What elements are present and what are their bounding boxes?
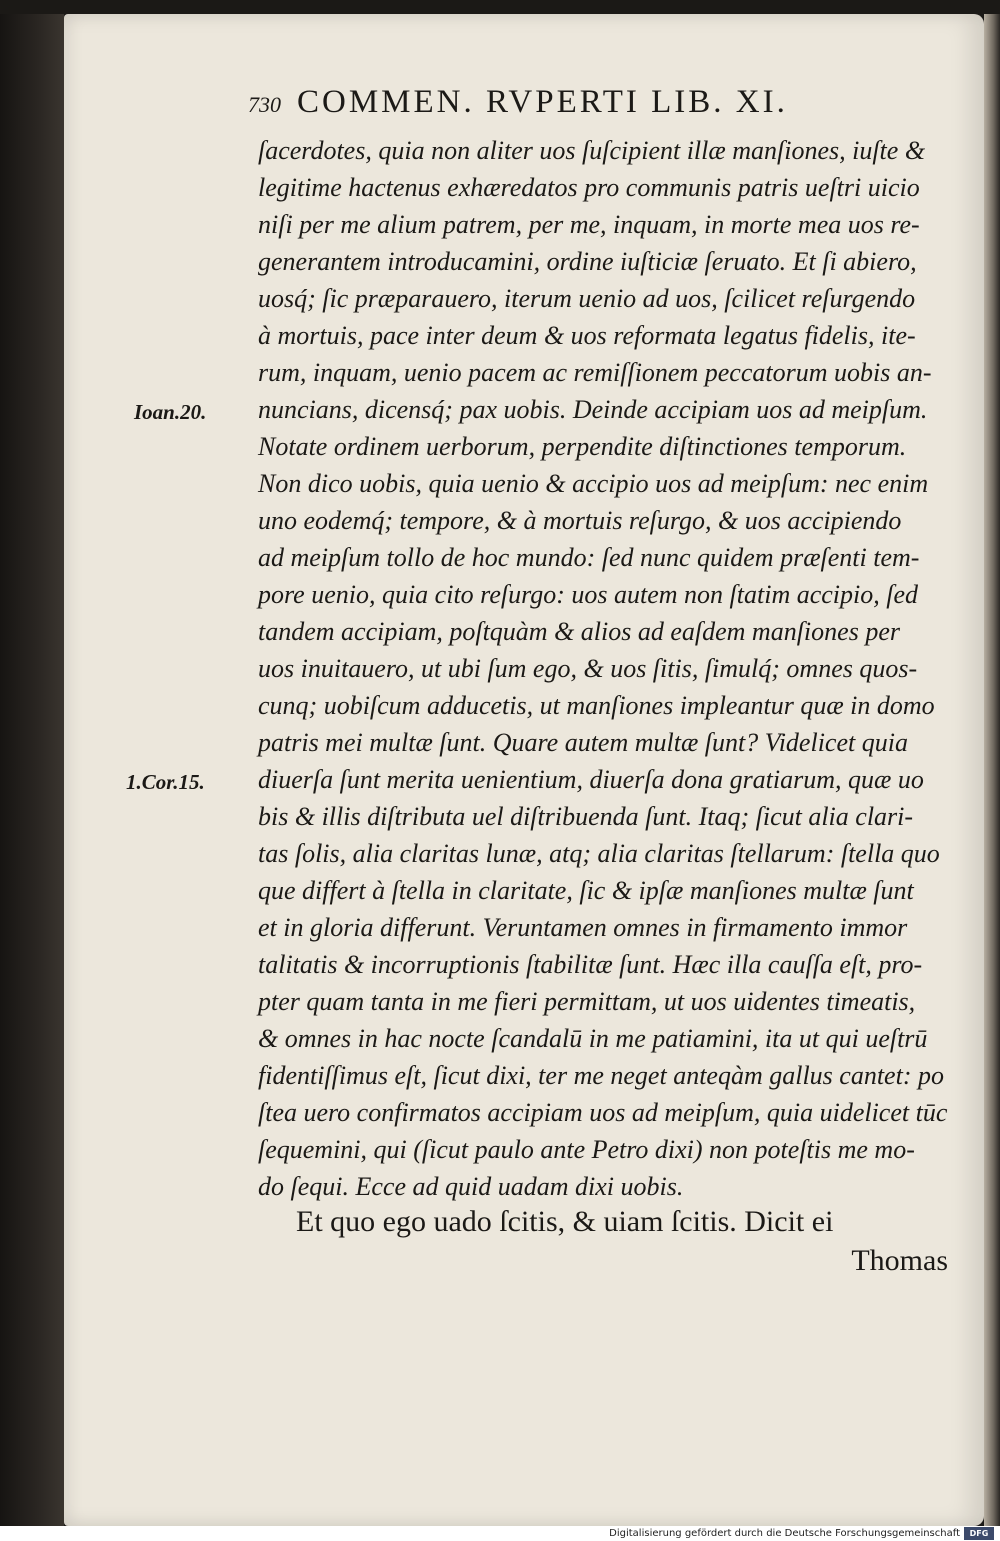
text-line: talitatis & incorruptionis ſtabilitæ ſunt. Hæc illa cauſſa eſt, pro- — [258, 950, 923, 979]
text-line: à mortuis, pace inter deum & uos reformata legatus fidelis, ite- — [258, 321, 916, 350]
commentary-text — [258, 132, 948, 1205]
text-line: & omnes in hac nocte ſcandalū in me patiamini, ita ut qui ueſtrū — [258, 1024, 928, 1053]
text-line: uos inuitauero, ut ubi ſum ego, & uos ſitis, ſimulq́; omnes quos- — [258, 654, 918, 683]
text-line: pore uenio, quia cito reſurgo: uos autem non ſtatim accipio, ſed — [258, 580, 919, 609]
text-line: patris mei multæ ſunt. Quare autem multæ ſunt? Videlicet quia — [258, 728, 908, 757]
text-line: ſequemini, qui (ſicut paulo ante Petro dixi) non poteſtis me mo- — [258, 1135, 915, 1164]
text-line: et in gloria differunt. Veruntamen omnes in firmamento immor — [258, 913, 908, 942]
text-line: ſacerdotes, quia non aliter uos ſuſcipient illæ manſiones, iuſte & — [258, 136, 926, 165]
marginal-note-ioan: Ioan.20. — [134, 400, 207, 424]
footer-bar — [0, 1526, 1000, 1541]
book-binding — [0, 14, 64, 1526]
text-line: pter quam tanta in me fieri permittam, ut uos uidentes timeatis, — [258, 987, 916, 1016]
text-line: uno eodemq́; tempore, & à mortuis reſurgo, & uos accipiendo — [258, 506, 902, 535]
text-line: Notate ordinem uerborum, perpendite diſtinctiones temporum. — [258, 432, 907, 461]
folio-number: 730 — [248, 92, 281, 117]
text-line: cunq; uobiſcum adducetis, ut manſiones impleantur quæ in domo — [258, 691, 935, 720]
text-line: que differt à ſtella in claritate, ſic & ipſæ manſiones multæ ſunt — [258, 876, 914, 905]
text-line: legitime hactenus exhæredatos pro communis patris ueſtri uicio — [258, 173, 920, 202]
text-line: diuerſa ſunt merita uenientium, diuerſa dona gratiarum, quæ uo — [258, 765, 924, 794]
text-line: generantem introducamini, ordine iuſticiæ ſeruato. Et ſi abiero, — [258, 247, 917, 276]
text-line: bis & illis diſtributa uel diſtribuenda ſunt. Itaq; ſicut alia clari- — [258, 802, 914, 831]
running-title: COMMEN. RVPERTI LIB. XI. — [297, 84, 788, 120]
scripture-lemma: Et quo ego uado ſcitis, & uiam ſcitis. Dicit ei — [296, 1205, 834, 1238]
text-line: uosq́; ſic præparauero, iterum uenio ad uos, ſcilicet reſurgendo — [258, 284, 916, 313]
digitization-credit: Digitalisierung gefördert durch die Deutsche Forschungsgemeinschaft — [609, 1528, 960, 1539]
text-line: ſtea uero confirmatos accipiam uos ad meipſum, quia uidelicet tūc — [258, 1098, 948, 1127]
marginal-note-cor: 1.Cor.15. — [126, 770, 205, 794]
text-line: tas ſolis, alia claritas lunæ, atq; alia claritas ſtellarum: ſtella quo — [258, 839, 940, 868]
page-edge — [984, 14, 1000, 1526]
text-line: nuncians, dicensq́; pax uobis. Deinde accipiam uos ad meipſum. — [258, 395, 928, 424]
dfg-logo-icon: DFG — [964, 1527, 994, 1540]
text-line: ad meipſum tollo de hoc mundo: ſed nunc quidem præſenti tem- — [258, 543, 920, 572]
running-header — [248, 84, 948, 124]
text-line: fidentiſſimus eſt, ſicut dixi, ter me neget anteqàm gallus cantet: po — [258, 1061, 944, 1090]
catchword: Thomas — [851, 1244, 948, 1277]
text-line: Non dico uobis, quia uenio & accipio uos ad meipſum: nec enim — [258, 469, 929, 498]
text-line: do ſequi. Ecce ad quid uadam dixi uobis. — [258, 1172, 684, 1201]
text-line: tandem accipiam, poſtquàm & alios ad eaſdem manſiones per — [258, 617, 900, 646]
text-line: rum, inquam, uenio pacem ac remiſſionem peccatorum uobis an- — [258, 358, 932, 387]
text-line: niſi per me alium patrem, per me, inquam, in morte mea uos re- — [258, 210, 920, 239]
